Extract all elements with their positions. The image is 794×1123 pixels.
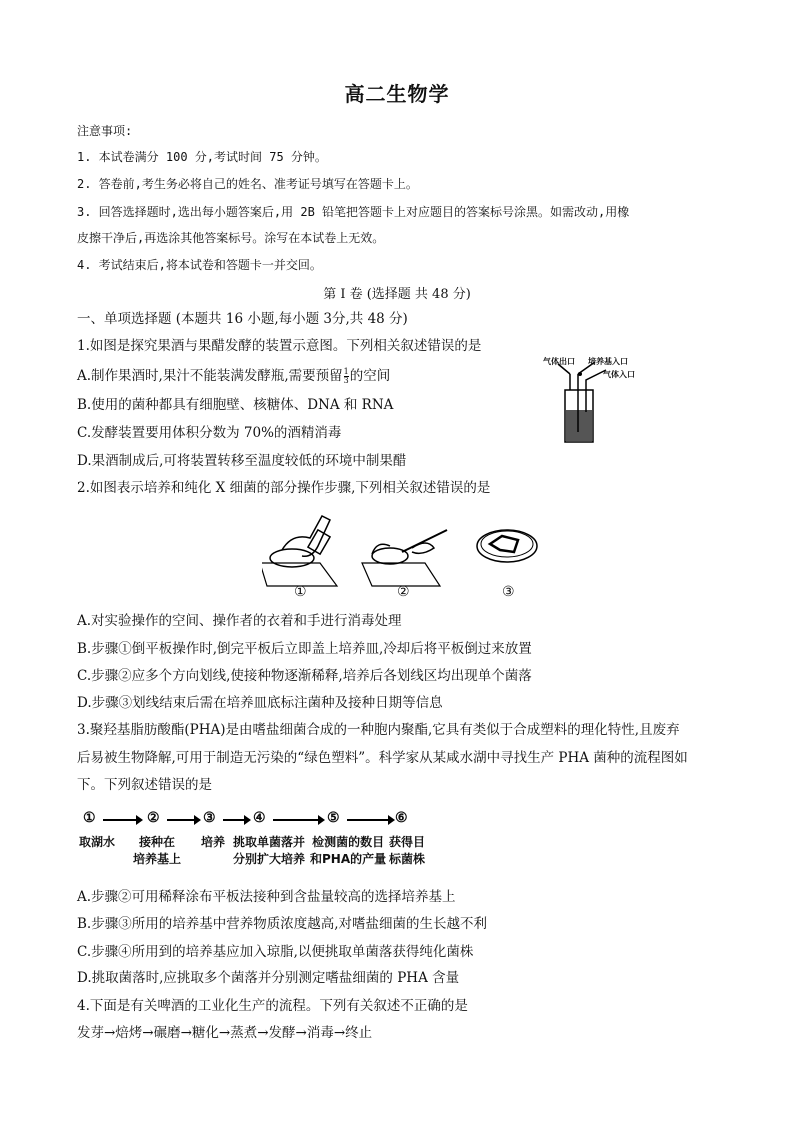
step-2-label: ② [397,584,410,600]
q4-stem: 4.下面是有关啤酒的工业化生产的流程。下列有关叙述不正确的是 [77,998,468,1014]
flow-arrow [273,819,319,821]
q3-option-b: B.步骤③所用的培养基中营养物质浓度越高,对嗜盐细菌的生长越不利 [77,916,488,932]
notice-item-2: 2. 答卷前,考生务必将自己的姓名、准考证号填写在答题卡上。 [77,177,418,191]
q3-stem-line-3: 下。下列叙述错误的是 [77,777,212,793]
flow-arrow [347,819,389,821]
pha-flowchart [77,810,437,874]
flow-label-4: 挑取单菌落并 分别扩大培养 [233,835,306,866]
flow-label-6: 获得目 标菌株 [389,835,426,866]
flow-label-3: 培养 [201,835,226,849]
q2-option-d: D.步骤③划线结束后需在培养皿底标注菌种及接种日期等信息 [77,695,443,711]
flow-node-1: ① [83,810,96,826]
fraction-numerator: 1 [343,367,349,376]
flow-node-6: ⑥ [395,810,408,826]
label-medium-inlet: 培养基入口 [588,357,628,366]
flow-arrow [223,819,245,821]
flow-arrow [103,819,137,821]
flow-node-5: ⑤ [327,810,340,826]
label-gas-outlet: 气体出口 [543,357,575,366]
q2-option-b: B.步骤①倒平板操作时,倒完平板后立即盖上培养皿,冷却后将平板倒过来放置 [77,641,532,657]
part-heading: 一、单项选择题 (本题共 16 小题,每小题 3分,共 48 分) [77,311,408,327]
label-gas-inlet: 气体入口 [603,370,635,379]
flow-arrow [167,819,195,821]
q3-option-c: C.步骤④所用到的培养基应加入琼脂,以便挑取单菌落获得纯化菌株 [77,944,474,960]
flow-node-4: ④ [253,810,266,826]
plating-steps-icon [262,508,562,603]
q2-option-c: C.步骤②应多个方向划线,使接种物逐渐稀释,培养后各划线区均出现单个菌落 [77,668,532,684]
flow-node-3: ③ [203,810,216,826]
q2-stem: 2.如图表示培养和纯化 X 细菌的部分操作步骤,下列相关叙述错误的是 [77,480,491,496]
fraction [344,368,349,385]
q2-option-a: A.对实验操作的空间、操作者的衣着和手进行消毒处理 [77,613,402,629]
notice-heading: 注意事项: [77,124,133,138]
flow-node-2: ② [147,810,160,826]
fraction-denominator: 3 [343,376,349,385]
notice-item-4: 4. 考试结束后,将本试卷和答题卡一并交回。 [77,258,322,272]
step-1-label: ① [294,584,307,600]
notice-item-1: 1. 本试卷满分 100 分,考试时间 75 分钟。 [77,150,327,164]
q3-stem-line-2: 后易被生物降解,可用于制造无污染的“绿色塑料”。科学家从某咸水湖中寻找生产 PHA 菌种的流程图如 [77,750,688,766]
flow-label-1: 取湖水 [79,835,116,849]
page-title: 高二生物学 [344,82,450,106]
q1-option-c: C.发酵装置要用体积分数为 70%的酒精消毒 [77,425,342,441]
step-3-label: ③ [502,584,515,600]
q3-stem-line-1: 3.聚羟基脂肪酸酯(PHA)是由嗜盐细菌合成的一种胞内聚酯,它具有类似于合成塑料的理化特性,且废弃 [77,722,680,738]
notice-item-3-cont: 皮擦干净后,再选涂其他答案标号。涂写在本试卷上无效。 [77,231,385,245]
q1-stem: 1.如图是探究果酒与果醋发酵的装置示意图。下列相关叙述错误的是 [77,338,482,354]
q1-option-b: B.使用的菌种都具有细胞壁、核糖体、DNA 和 RNA [77,397,394,413]
q3-option-a: A.步骤②可用稀释涂布平板法接种到含盐量较高的选择培养基上 [77,889,456,905]
q1-option-a-pre: A.制作果酒时,果汁不能装满发酵瓶,需要预留 [77,368,343,384]
q1-option-a [77,367,390,385]
flow-label-2: 接种在 培养基上 [133,835,182,866]
plating-steps-figure [262,508,562,603]
flow-label-5: 检测菌的数目 和PHA的产量 [310,835,387,866]
q1-option-a-post: 的空间 [349,368,391,384]
q3-option-d: D.挑取菌落时,应挑取多个菌落并分别测定嗜盐细菌的 PHA 含量 [77,970,460,986]
notice-item-3: 3. 回答选择题时,选出每小题答案后,用 2B 铅笔把答题卡上对应题目的答案标号涂黑。如需改动,用橡 [77,205,630,219]
fermentation-apparatus-figure [540,352,670,444]
q1-option-d: D.果酒制成后,可将装置转移至温度较低的环境中制果醋 [77,453,407,469]
q4-process: 发芽→焙烤→碾磨→糖化→蒸煮→发酵→消毒→终止 [77,1025,373,1041]
section-title: 第 I 卷 (选择题 共 48 分) [323,287,471,302]
